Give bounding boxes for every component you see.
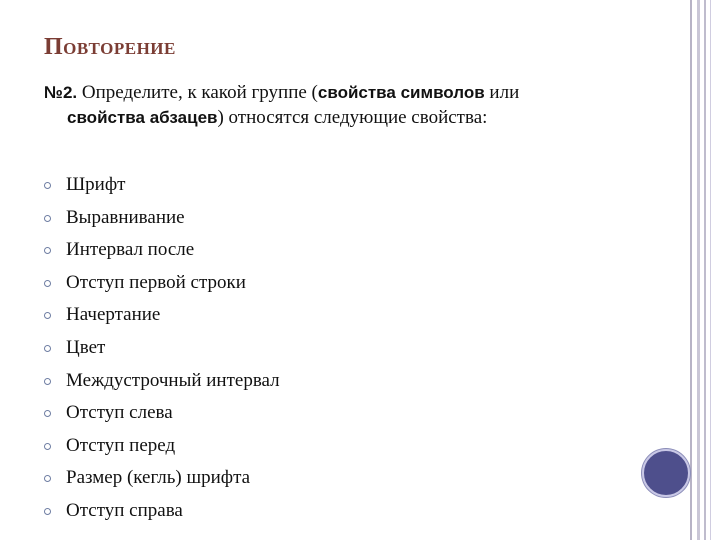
list-item-label: Отступ первой строки <box>66 271 246 293</box>
task-text-middle: или <box>484 82 520 103</box>
list-item-label: Отступ перед <box>66 434 176 456</box>
list-item-label: Междустрочный интервал <box>66 369 280 391</box>
bullet-icon <box>44 378 51 385</box>
list-item-label: Шрифт <box>66 174 126 195</box>
slide-title: Повторение <box>44 34 176 60</box>
list-item <box>44 202 280 235</box>
task-text-before: Определите, к какой группе ( <box>77 82 318 103</box>
list-item-label: Размер (кегль) шрифта <box>66 467 251 489</box>
list-item <box>44 169 280 202</box>
task-text-after: ) относятся следующие свойства: <box>217 107 488 128</box>
decorative-circle <box>642 449 690 497</box>
list-item-label: Отступ справа <box>66 499 183 521</box>
list-item <box>44 332 280 365</box>
list-item <box>44 462 280 495</box>
list-item-label: Выравнивание <box>66 206 185 228</box>
frame-line <box>697 0 700 540</box>
task-number: №2. <box>44 83 78 102</box>
bullet-icon <box>44 508 51 515</box>
frame-line <box>690 0 692 540</box>
frame-line <box>710 0 711 540</box>
list-item <box>44 430 280 463</box>
bullet-icon <box>44 215 51 222</box>
list-item <box>44 365 280 398</box>
list-item <box>44 267 280 300</box>
properties-list <box>44 169 280 528</box>
list-item <box>44 234 280 267</box>
list-item <box>44 495 280 528</box>
bullet-icon <box>44 280 51 287</box>
bullet-icon <box>44 443 51 450</box>
list-item-label: Интервал после <box>66 239 195 261</box>
bullet-icon <box>44 475 51 482</box>
task-text <box>44 80 684 130</box>
bullet-icon <box>44 247 51 254</box>
bullet-icon <box>44 182 51 189</box>
bullet-icon <box>44 312 51 319</box>
task-continuation <box>44 105 684 130</box>
list-item-label: Отступ слева <box>66 402 173 424</box>
task-group-2: свойства абзацев <box>67 108 218 127</box>
list-item <box>44 299 280 332</box>
list-item <box>44 397 280 430</box>
list-item-label: Начертание <box>66 304 161 326</box>
task-group-1: свойства символов <box>317 83 485 102</box>
list-item-label: Цвет <box>66 336 106 358</box>
frame-line <box>704 0 706 540</box>
bullet-icon <box>44 410 51 417</box>
bullet-icon <box>44 345 51 352</box>
